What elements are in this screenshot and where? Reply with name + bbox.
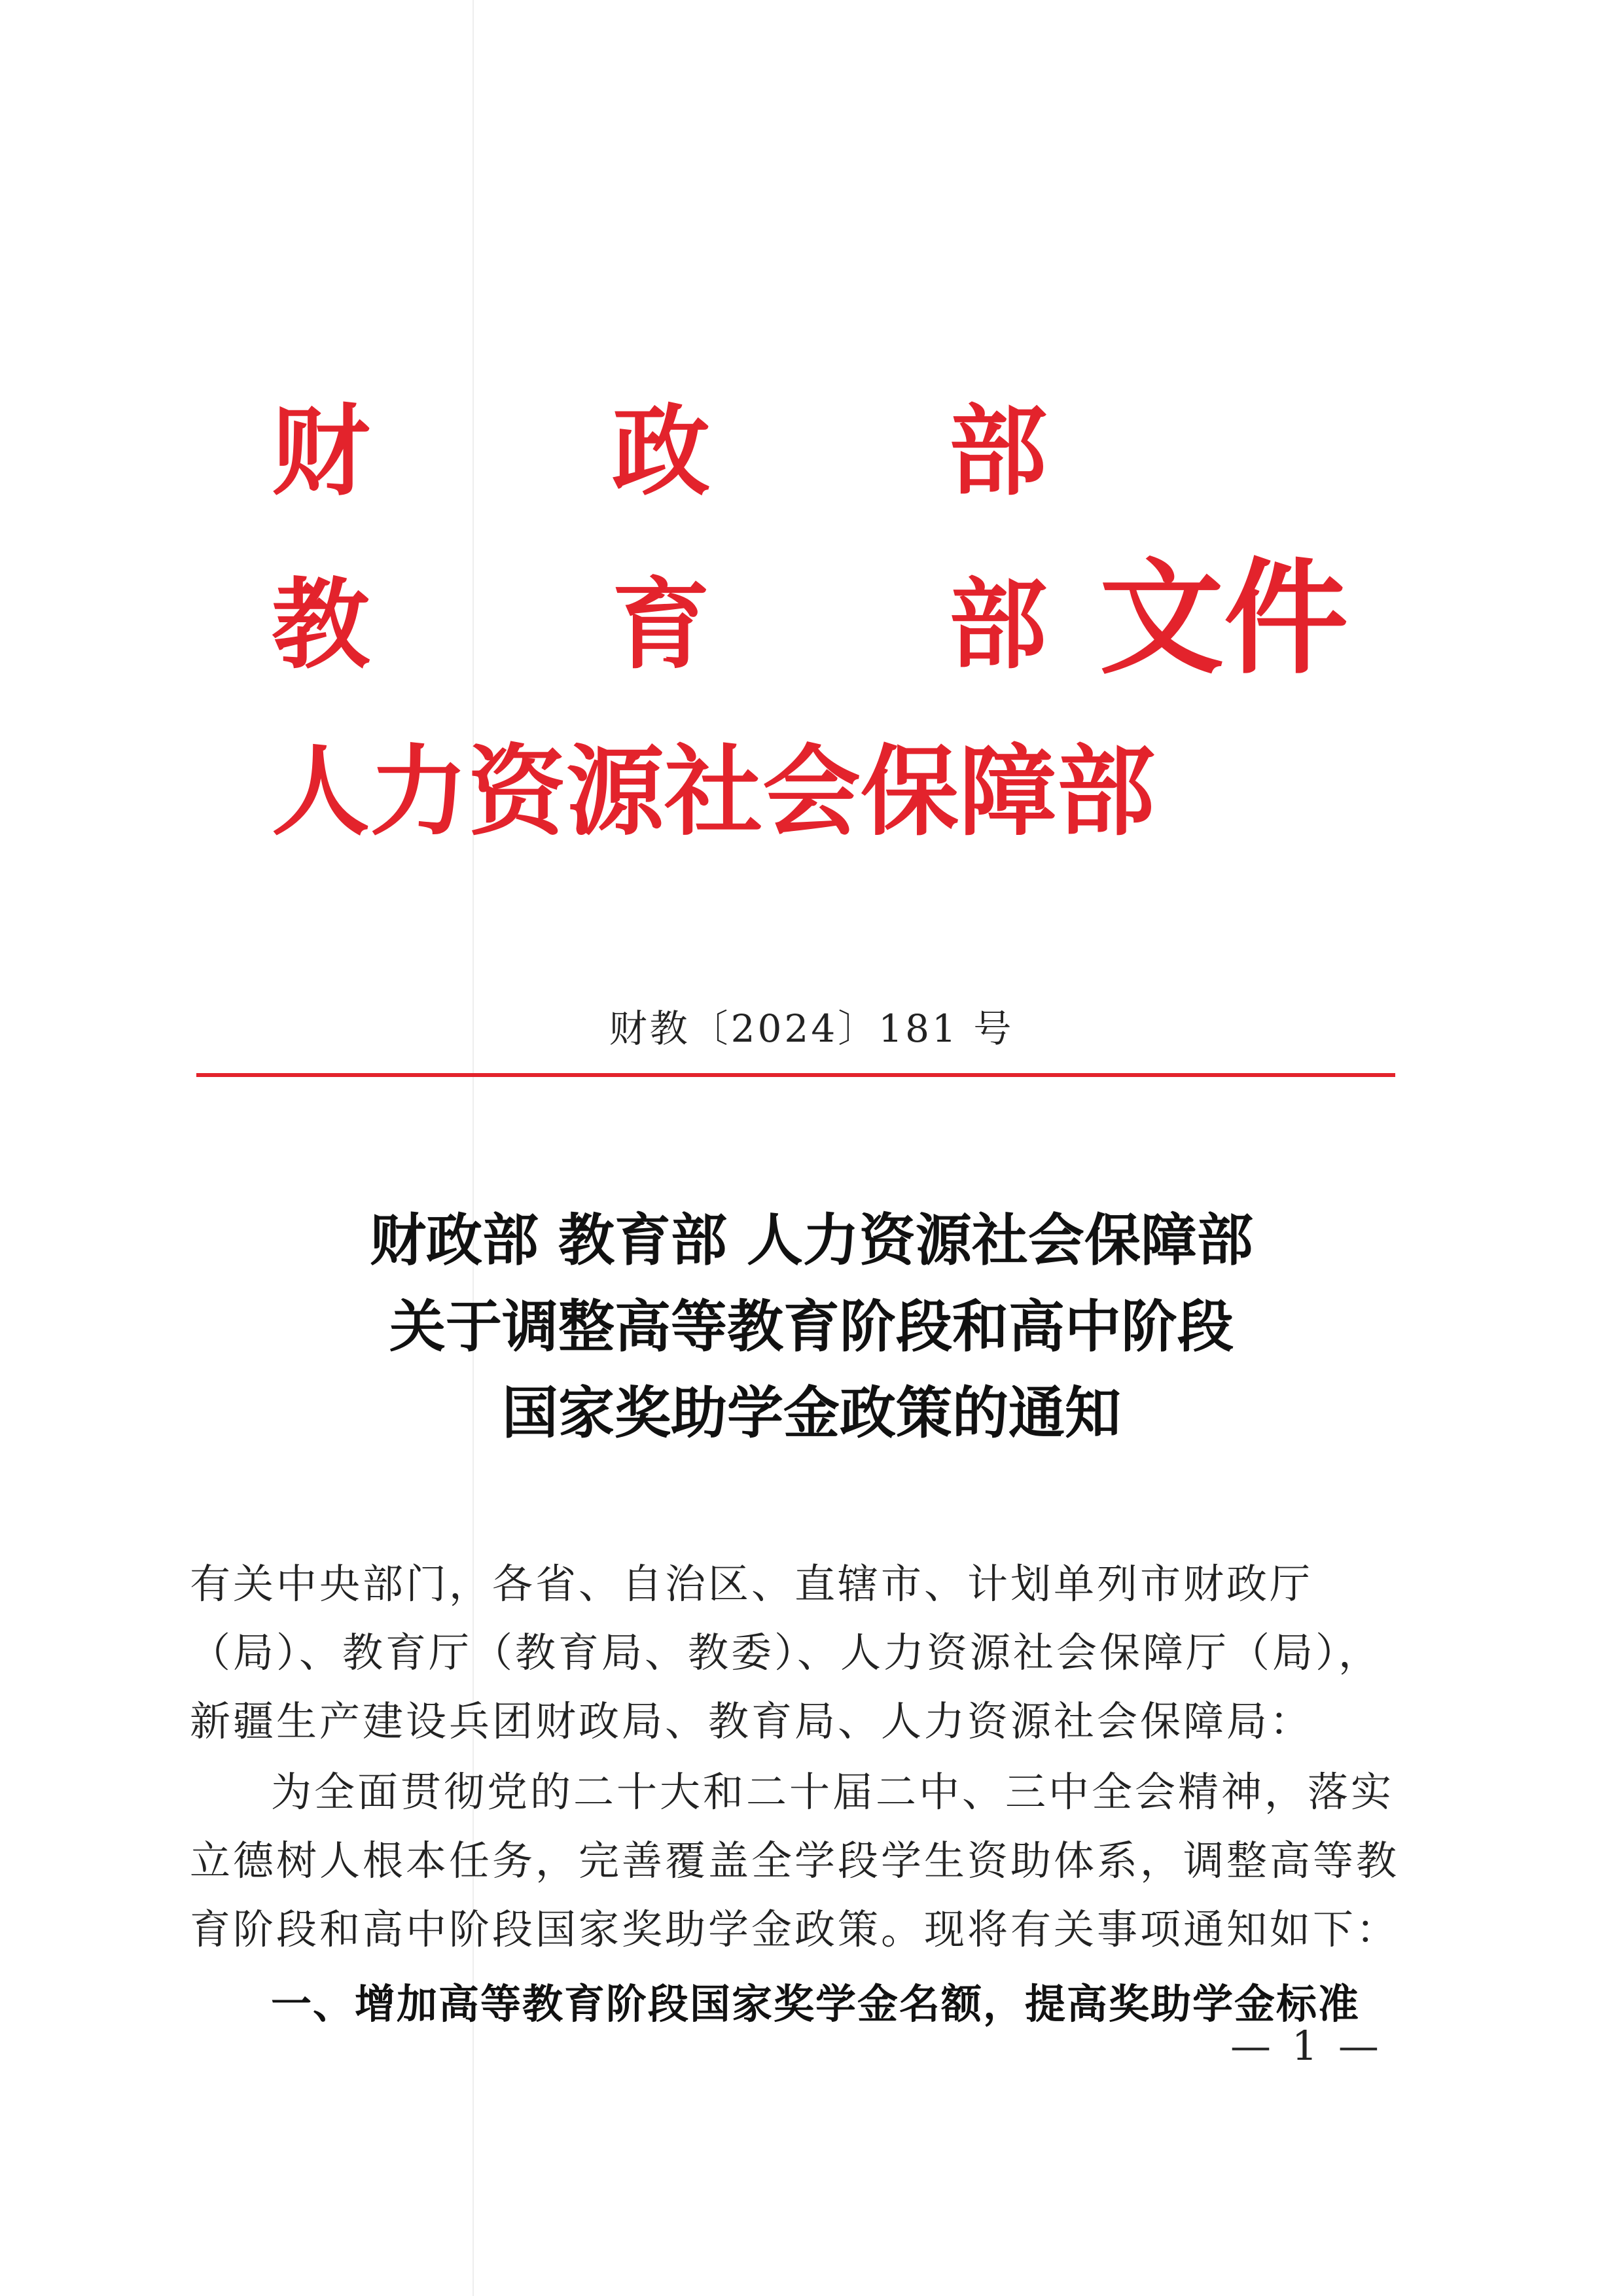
header-row1-char3: 部 bbox=[949, 394, 1048, 509]
red-separator-rule bbox=[196, 1073, 1395, 1077]
header-row2-char1: 教 bbox=[272, 567, 370, 682]
header-row2-char3: 部 bbox=[949, 567, 1048, 682]
section-1-heading: 一、增加高等教育阶段国家奖学金名额，提高奖助学金标准 bbox=[271, 1980, 1361, 2028]
header-row2-char2: 育 bbox=[612, 567, 711, 682]
header-row1-char1: 财 bbox=[272, 394, 370, 509]
document-title bbox=[0, 1197, 1623, 1457]
addressee-paragraph: 有关中央部门，各省、自治区、直辖市、计划单列市财政厅（局）、教育厅（教育局、教委）、人力资源社会保障厅（局），新疆生产建设兵团财政局、教育局、人力资源社会保障局： bbox=[190, 1560, 1382, 1745]
title-line-2: 关于调整高等教育阶段和高中阶段 bbox=[389, 1294, 1234, 1360]
header-row1-char2: 政 bbox=[612, 394, 711, 509]
header-document-suffix: 文件 bbox=[1099, 545, 1349, 691]
title-line-1: 财政部 教育部 人力资源社会保障部 bbox=[370, 1207, 1253, 1273]
document-number: 财教〔2024〕181 号 bbox=[609, 1006, 1014, 1051]
page-number: — 1 — bbox=[1230, 2022, 1383, 2070]
body-paragraph-1: 为全面贯彻党的二十大和二十届二中、三中全会精神，落实立德树人根本任务，完善覆盖全学段学生资助体系，调整高等教育阶段和高中阶段国家奖助学金政策。现将有关事项通知如下： bbox=[190, 1768, 1400, 1953]
title-line-3: 国家奖助学金政策的通知 bbox=[502, 1380, 1121, 1446]
header-row3-agency: 人力资源社会保障部 bbox=[272, 734, 1156, 849]
